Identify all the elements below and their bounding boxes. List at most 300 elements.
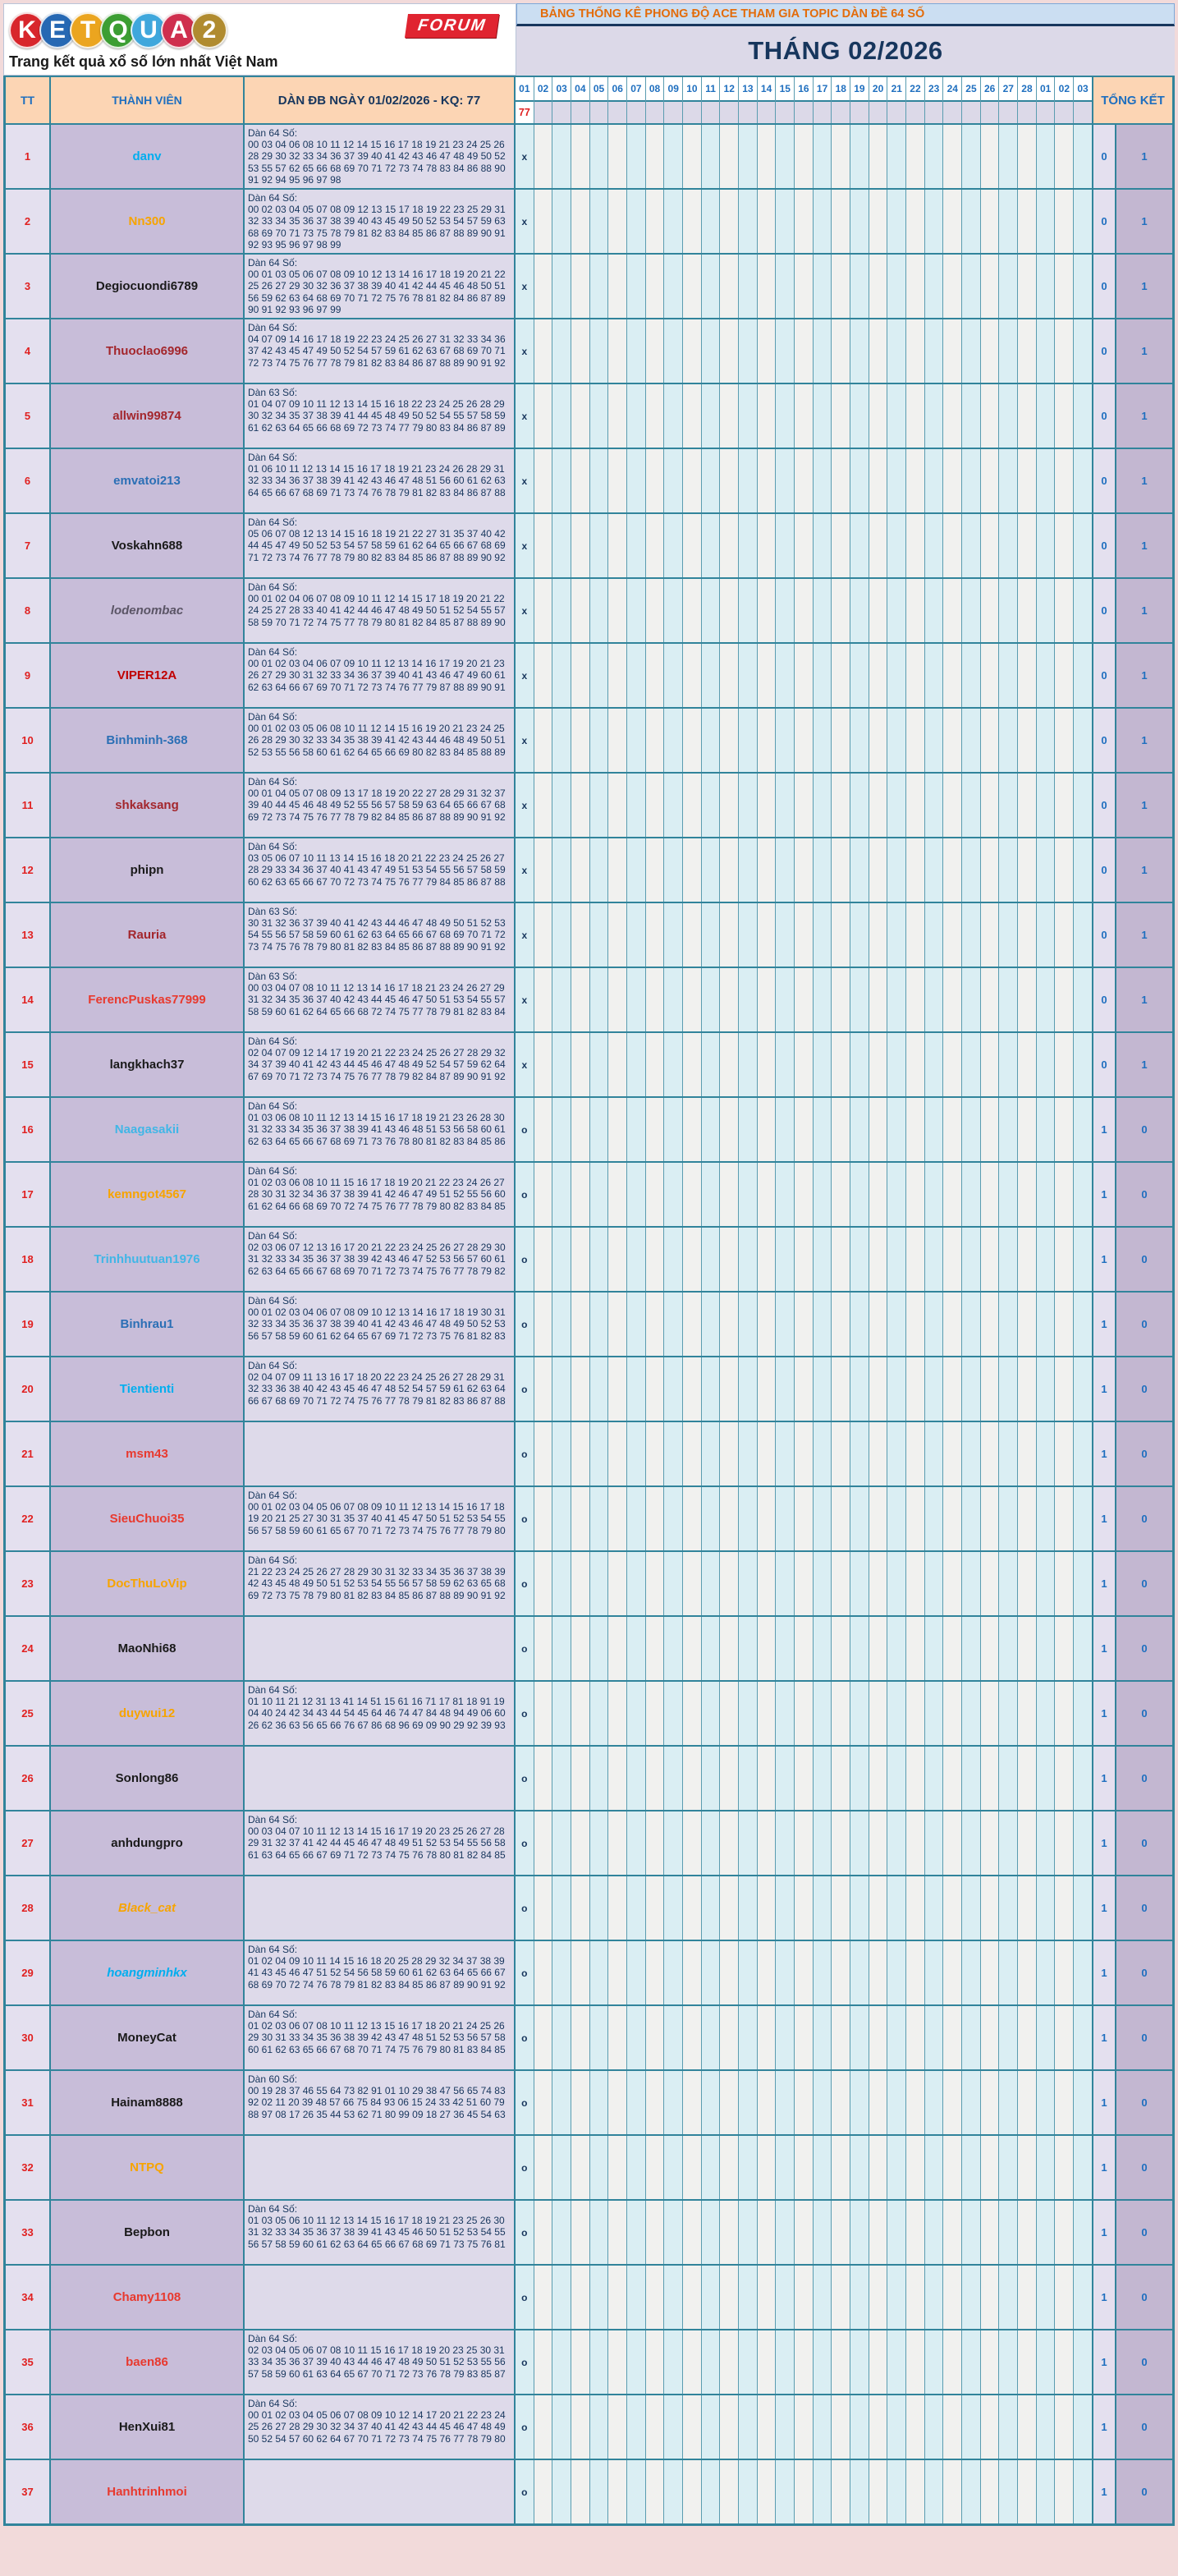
day-cell	[887, 1228, 906, 1291]
day-cell	[906, 384, 925, 448]
dan-label: Dàn 63 Số:	[248, 906, 298, 917]
day-column	[590, 77, 609, 123]
day-cell	[887, 1811, 906, 1875]
day-cell	[795, 255, 814, 318]
day-cell	[552, 968, 571, 1031]
result-mark: x	[516, 579, 534, 642]
day-cell	[814, 2266, 832, 2329]
day-cell	[627, 1228, 646, 1291]
result-mark: o	[516, 1487, 534, 1550]
member-name[interactable]: hoangminhkx	[51, 1941, 245, 2004]
day-number-label: 19	[850, 77, 869, 102]
day-cell	[1018, 1033, 1037, 1096]
day-cell	[683, 1163, 702, 1226]
day-cell	[776, 2460, 795, 2523]
day-cell	[534, 1682, 553, 1745]
day-cell	[1055, 579, 1074, 642]
member-name[interactable]: Thuoclao6996	[51, 319, 245, 383]
day-column	[683, 77, 702, 123]
day-cell	[571, 1357, 590, 1421]
day-cell	[720, 838, 739, 902]
row-index: 5	[6, 384, 51, 448]
day-cell	[571, 644, 590, 707]
total-loss: 1	[1116, 319, 1172, 383]
day-cell	[906, 190, 925, 253]
result-mark: o	[516, 1098, 534, 1161]
total-loss: 1	[1116, 774, 1172, 837]
day-cell	[627, 1163, 646, 1226]
day-cell	[590, 1617, 609, 1680]
total-loss: 0	[1116, 1098, 1172, 1161]
day-cell	[571, 1422, 590, 1485]
day-cell	[962, 1293, 981, 1356]
day-cell	[832, 903, 850, 967]
day-strip	[516, 514, 1093, 577]
dan-numbers: 01 02 04 09 10 11 14 15 16 18 20 25 28 29 32 34 37 38 39 41 43 45 46 47 51 52 54 56 58 59 60 61 62 63 64 65 66 67 68 69 70 72 74 76 78 79 81 82 83 84 85 86 87 89 90 91 92	[248, 1955, 506, 1991]
row-index: 10	[6, 709, 51, 772]
day-cell	[776, 2201, 795, 2264]
day-cell	[795, 1487, 814, 1550]
member-name[interactable]: FerencPuskas77999	[51, 968, 245, 1031]
day-cell	[552, 579, 571, 642]
stats-table	[3, 76, 1175, 2526]
day-cell	[608, 255, 627, 318]
day-cell	[664, 2266, 683, 2329]
day-cell	[943, 2006, 962, 2069]
day-cell	[627, 838, 646, 902]
day-cell	[906, 1552, 925, 1615]
row-index: 12	[6, 838, 51, 902]
member-name[interactable]: Hainam8888	[51, 2071, 245, 2134]
member-name[interactable]: duywui12	[51, 1682, 245, 1745]
day-cell	[683, 1941, 702, 2004]
member-name[interactable]: DocThuLoVip	[51, 1552, 245, 1615]
day-cell	[1074, 644, 1092, 707]
day-cell	[981, 838, 1000, 902]
dan-label: Dàn 60 Số:	[248, 2073, 298, 2085]
day-cell	[758, 449, 777, 512]
day-cell	[981, 2071, 1000, 2134]
day-cell	[739, 449, 758, 512]
day-cell	[962, 774, 981, 837]
member-name[interactable]: emvatoi213	[51, 449, 245, 512]
dan-label: Dàn 64 Số:	[248, 2009, 298, 2020]
day-cell	[832, 319, 850, 383]
member-name[interactable]: MaoNhi68	[51, 1617, 245, 1680]
dan-cell	[245, 838, 516, 902]
dan-cell	[245, 1422, 516, 1485]
day-cell	[981, 1033, 1000, 1096]
day-cell	[534, 1228, 553, 1291]
day-cell	[664, 319, 683, 383]
day-cell	[1055, 1747, 1074, 1810]
day-cell	[683, 2201, 702, 2264]
day-column	[646, 77, 665, 123]
day-cell	[999, 2201, 1018, 2264]
dan-numbers: 02 03 04 05 06 07 08 10 11 15 16 17 18 19 20 23 25 30 31 33 34 35 36 37 39 40 43 44 46 47 48 49 50 51 52 53 55 56 57 58 59 60 61 63 64 65 67 70 71 72 73 76 78 79 83 85 87	[248, 2344, 506, 2380]
day-cell	[962, 2266, 981, 2329]
day-cell	[571, 774, 590, 837]
day-cell	[646, 1293, 665, 1356]
day-cell	[962, 190, 981, 253]
total-win: 1	[1093, 2071, 1116, 2134]
day-cell	[906, 709, 925, 772]
day-cell	[571, 968, 590, 1031]
day-cell	[981, 2266, 1000, 2329]
day-cell	[646, 1552, 665, 1615]
dan-cell	[245, 2266, 516, 2329]
total-win: 1	[1093, 2460, 1116, 2523]
day-cell	[552, 384, 571, 448]
day-cell	[869, 1811, 888, 1875]
day-cell	[962, 2330, 981, 2394]
result-mark: o	[516, 2071, 534, 2134]
table-row	[6, 1745, 1172, 1810]
day-cell	[758, 384, 777, 448]
day-cell	[1037, 1293, 1056, 1356]
day-strip	[516, 2395, 1093, 2459]
table-row	[6, 837, 1172, 902]
dan-label: Dàn 64 Số:	[248, 646, 298, 658]
day-cell	[534, 2136, 553, 2199]
day-cell	[608, 2330, 627, 2394]
day-cell	[776, 1228, 795, 1291]
day-cell	[571, 1876, 590, 1940]
day-cell	[608, 449, 627, 512]
day-cell	[814, 1228, 832, 1291]
row-index: 8	[6, 579, 51, 642]
day-cell	[1018, 1293, 1037, 1356]
day-cell	[999, 2006, 1018, 2069]
day-cell	[981, 514, 1000, 577]
member-name[interactable]: Chamy1108	[51, 2266, 245, 2329]
site-logo[interactable]	[3, 3, 516, 76]
day-cell	[1018, 644, 1037, 707]
day-cell	[962, 2136, 981, 2199]
dan-label: Dàn 64 Số:	[248, 776, 298, 787]
dan-cell	[245, 579, 516, 642]
day-cell	[1055, 2136, 1074, 2199]
day-cell	[720, 2460, 739, 2523]
day-cell	[552, 1682, 571, 1745]
day-cell	[1074, 903, 1092, 967]
day-column	[608, 77, 627, 123]
day-cell	[943, 384, 962, 448]
day-cell	[943, 644, 962, 707]
day-cell	[590, 2460, 609, 2523]
day-cell	[850, 1617, 869, 1680]
day-cell	[1074, 1811, 1092, 1875]
day-cell	[702, 2266, 721, 2329]
row-index: 23	[6, 1552, 51, 1615]
day-cell	[887, 1357, 906, 1421]
table-row	[6, 1875, 1172, 1940]
day-cell	[627, 1811, 646, 1875]
member-name[interactable]: danv	[51, 125, 245, 188]
day-cell	[702, 449, 721, 512]
day-cell	[552, 1552, 571, 1615]
dan-numbers: 00 03 04 07 08 10 11 12 13 14 16 17 18 21 23 24 26 27 29 31 32 34 35 36 37 40 42 43 44 45 46 47 50 51 53 54 55 57 58 59 60 61 62 64 65 66 68 72 74 75 77 78 79 81 82 83 84	[248, 982, 506, 1017]
day-cell	[590, 1747, 609, 1810]
day-cell	[627, 903, 646, 967]
day-cell	[646, 903, 665, 967]
day-cell	[720, 1552, 739, 1615]
day-cell	[1037, 384, 1056, 448]
day-cell	[1018, 1941, 1037, 2004]
day-cell	[962, 2006, 981, 2069]
day-cell	[943, 1487, 962, 1550]
day-cell	[646, 125, 665, 188]
day-cell	[627, 644, 646, 707]
row-index: 21	[6, 1422, 51, 1485]
row-index: 35	[6, 2330, 51, 2394]
member-name[interactable]: allwin99874	[51, 384, 245, 448]
day-cell	[758, 1487, 777, 1550]
day-cell	[720, 1811, 739, 1875]
dan-label: Dàn 64 Số:	[248, 1684, 298, 1696]
day-cell	[1074, 1552, 1092, 1615]
table-row	[6, 253, 1172, 318]
day-cell	[1055, 2266, 1074, 2329]
day-cell	[702, 1228, 721, 1291]
day-cell	[534, 2266, 553, 2329]
member-name[interactable]: NTPQ	[51, 2136, 245, 2199]
day-cell	[981, 319, 1000, 383]
dan-label: Dàn 63 Số:	[248, 971, 298, 982]
day-column	[887, 77, 906, 123]
day-cell	[702, 1747, 721, 1810]
day-cell	[664, 1293, 683, 1356]
dan-cell	[245, 514, 516, 577]
result-mark: x	[516, 838, 534, 902]
member-name[interactable]: kemngot4567	[51, 1163, 245, 1226]
day-cell	[795, 2201, 814, 2264]
day-cell	[646, 190, 665, 253]
day-cell	[776, 2330, 795, 2394]
day-cell	[720, 2071, 739, 2134]
total-win: 1	[1093, 2136, 1116, 2199]
member-name[interactable]: Black_cat	[51, 1876, 245, 1940]
result-mark: o	[516, 2136, 534, 2199]
day-cell	[683, 190, 702, 253]
member-name[interactable]: MoneyCat	[51, 2006, 245, 2069]
day-cell	[795, 1682, 814, 1745]
member-name[interactable]: Binhrau1	[51, 1293, 245, 1356]
day-strip	[516, 774, 1093, 837]
day-cell	[1074, 190, 1092, 253]
dan-numbers: 00 01 03 05 06 07 08 09 10 12 13 14 16 17 18 19 20 21 22 25 26 27 29 30 32 36 37 38 39 40 41 42 44 45 46 48 50 51 56 59 62 63 64 68 69 70 71 72 75 76 78 81 82 84 86 87 89 90 91 92 93 96 97 99	[248, 269, 506, 315]
dan-cell	[245, 1552, 516, 1615]
member-name[interactable]: baen86	[51, 2330, 245, 2394]
day-cell	[664, 1163, 683, 1226]
day-cell	[571, 1293, 590, 1356]
member-name[interactable]: phipn	[51, 838, 245, 902]
day-number-label: 05	[590, 77, 608, 102]
day-cell	[608, 2006, 627, 2069]
member-name[interactable]: Bepbon	[51, 2201, 245, 2264]
day-cell	[758, 709, 777, 772]
total-win: 0	[1093, 579, 1116, 642]
total-loss: 1	[1116, 449, 1172, 512]
member-name[interactable]: shkaksang	[51, 774, 245, 837]
day-column	[776, 77, 795, 123]
day-cell	[906, 838, 925, 902]
day-cell	[608, 1293, 627, 1356]
day-cell	[702, 2006, 721, 2069]
day-cell	[627, 2460, 646, 2523]
dan-cell	[245, 384, 516, 448]
day-cell	[906, 2071, 925, 2134]
day-cell	[850, 1682, 869, 1745]
day-cell	[814, 319, 832, 383]
day-cell	[776, 968, 795, 1031]
dan-numbers: 01 03 05 06 10 11 12 13 14 15 16 17 18 19 21 23 25 26 30 31 32 33 34 35 36 37 38 39 41 43 45 46 50 51 52 53 54 55 56 57 58 59 60 61 62 63 64 65 66 67 68 69 71 73 75 76 81	[248, 2215, 506, 2250]
day-result-cell	[869, 102, 887, 123]
result-mark: x	[516, 319, 534, 383]
day-cell	[962, 255, 981, 318]
day-cell	[1074, 1098, 1092, 1161]
day-cell	[832, 579, 850, 642]
day-cell	[795, 1357, 814, 1421]
dan-numbers: 00 01 02 03 05 06 08 10 11 12 14 15 16 19 20 21 23 24 25 26 28 29 30 32 33 34 35 38 39 41 42 43 44 46 48 49 50 51 52 53 55 56 58 60 61 62 64 65 66 69 80 82 83 84 85 88 89	[248, 723, 506, 758]
member-name[interactable]: SieuChuoi35	[51, 1487, 245, 1550]
day-cell	[534, 1552, 553, 1615]
day-cell	[776, 1487, 795, 1550]
day-cell	[999, 1811, 1018, 1875]
member-name[interactable]: HenXui81	[51, 2395, 245, 2459]
member-name[interactable]: anhdungpro	[51, 1811, 245, 1875]
member-name[interactable]: langkhach37	[51, 1033, 245, 1096]
day-cell	[943, 1747, 962, 1810]
day-cell	[869, 1357, 888, 1421]
day-cell	[850, 319, 869, 383]
day-cell	[776, 1747, 795, 1810]
day-cell	[795, 1163, 814, 1226]
member-name[interactable]: Rauria	[51, 903, 245, 967]
dan-numbers: 03 05 06 07 10 11 13 14 15 16 18 20 21 22 23 24 25 26 27 28 29 33 34 36 37 40 41 43 47 49 51 53 54 55 56 57 58 59 60 62 63 65 66 67 70 72 73 74 75 76 77 79 84 85 86 87 88	[248, 852, 506, 888]
day-cell	[832, 2266, 850, 2329]
day-cell	[869, 2266, 888, 2329]
day-cell	[552, 2395, 571, 2459]
day-cell	[887, 709, 906, 772]
day-result-cell	[832, 102, 850, 123]
day-cell	[627, 514, 646, 577]
day-cell	[850, 384, 869, 448]
row-index: 4	[6, 319, 51, 383]
member-name[interactable]: Degiocuondi6789	[51, 255, 245, 318]
day-cell	[1037, 2266, 1056, 2329]
day-cell	[869, 1552, 888, 1615]
day-cell	[1018, 2006, 1037, 2069]
day-cell	[664, 449, 683, 512]
day-cell	[758, 2330, 777, 2394]
day-cell	[1074, 774, 1092, 837]
dan-label: Dàn 64 Số:	[248, 841, 298, 852]
member-name[interactable]: Trinhhuutuan1976	[51, 1228, 245, 1291]
day-cell	[925, 1876, 944, 1940]
day-cell	[646, 838, 665, 902]
day-cell	[776, 2136, 795, 2199]
day-cell	[720, 579, 739, 642]
row-index: 20	[6, 1357, 51, 1421]
day-cell	[943, 1811, 962, 1875]
dan-cell	[245, 1487, 516, 1550]
day-cell	[869, 514, 888, 577]
day-cell	[981, 125, 1000, 188]
day-cell	[646, 1747, 665, 1810]
day-cell	[534, 319, 553, 383]
dan-numbers: 00 03 04 06 08 10 11 12 14 15 16 17 18 19 21 23 24 25 26 28 29 30 32 33 34 36 37 39 40 41 42 43 46 47 48 49 50 52 53 55 57 62 65 66 68 69 70 71 72 73 74 78 83 84 86 88 90 91 92 94 95 96 97 98	[248, 139, 506, 186]
day-cell	[981, 384, 1000, 448]
day-cell	[702, 1293, 721, 1356]
day-cell	[832, 968, 850, 1031]
total-loss: 1	[1116, 514, 1172, 577]
day-cell	[646, 1422, 665, 1485]
day-cell	[832, 1941, 850, 2004]
member-name[interactable]: msm43	[51, 1422, 245, 1485]
day-cell	[869, 2071, 888, 2134]
total-loss: 0	[1116, 2006, 1172, 2069]
day-cell	[962, 1552, 981, 1615]
day-cell	[962, 1487, 981, 1550]
day-cell	[906, 1617, 925, 1680]
day-cell	[590, 1033, 609, 1096]
day-cell	[814, 2006, 832, 2069]
day-cell	[850, 2201, 869, 2264]
member-name[interactable]: Sonlong86	[51, 1747, 245, 1810]
day-cell	[683, 514, 702, 577]
day-cell	[571, 2395, 590, 2459]
day-cell	[739, 2460, 758, 2523]
day-cell	[850, 2071, 869, 2134]
day-cell	[664, 190, 683, 253]
day-cell	[683, 1682, 702, 1745]
day-cell	[571, 1941, 590, 2004]
day-cell	[999, 2460, 1018, 2523]
member-name[interactable]: Hanhtrinhmoi	[51, 2460, 245, 2523]
day-cell	[981, 903, 1000, 967]
member-name[interactable]: lodenombac	[51, 579, 245, 642]
day-cell	[981, 2136, 1000, 2199]
member-name[interactable]: Voskahn688	[51, 514, 245, 577]
day-cell	[608, 838, 627, 902]
day-cell	[943, 449, 962, 512]
member-name[interactable]: Tientienti	[51, 1357, 245, 1421]
member-name[interactable]: Binhminh-368	[51, 709, 245, 772]
day-cell	[739, 1747, 758, 1810]
day-cell	[590, 774, 609, 837]
day-cell	[627, 449, 646, 512]
day-cell	[1055, 1422, 1074, 1485]
day-cell	[758, 1098, 777, 1161]
topic-banner: BẢNG THỐNG KÊ PHONG ĐỘ ACE THAM GIA TOPIC DÀN ĐỀ 64 SỐ	[516, 3, 1175, 26]
day-cell	[962, 1098, 981, 1161]
day-cell	[720, 1228, 739, 1291]
member-name[interactable]: VIPER12A	[51, 644, 245, 707]
day-strip	[516, 1682, 1093, 1745]
table-row	[6, 1096, 1172, 1161]
day-cell	[739, 579, 758, 642]
member-name[interactable]: Naagasakii	[51, 1098, 245, 1161]
day-cell	[1018, 774, 1037, 837]
day-cell	[943, 968, 962, 1031]
day-cell	[608, 190, 627, 253]
member-name[interactable]: Nn300	[51, 190, 245, 253]
day-cell	[850, 2460, 869, 2523]
day-cell	[999, 449, 1018, 512]
day-cell	[739, 1617, 758, 1680]
day-cell	[758, 319, 777, 383]
